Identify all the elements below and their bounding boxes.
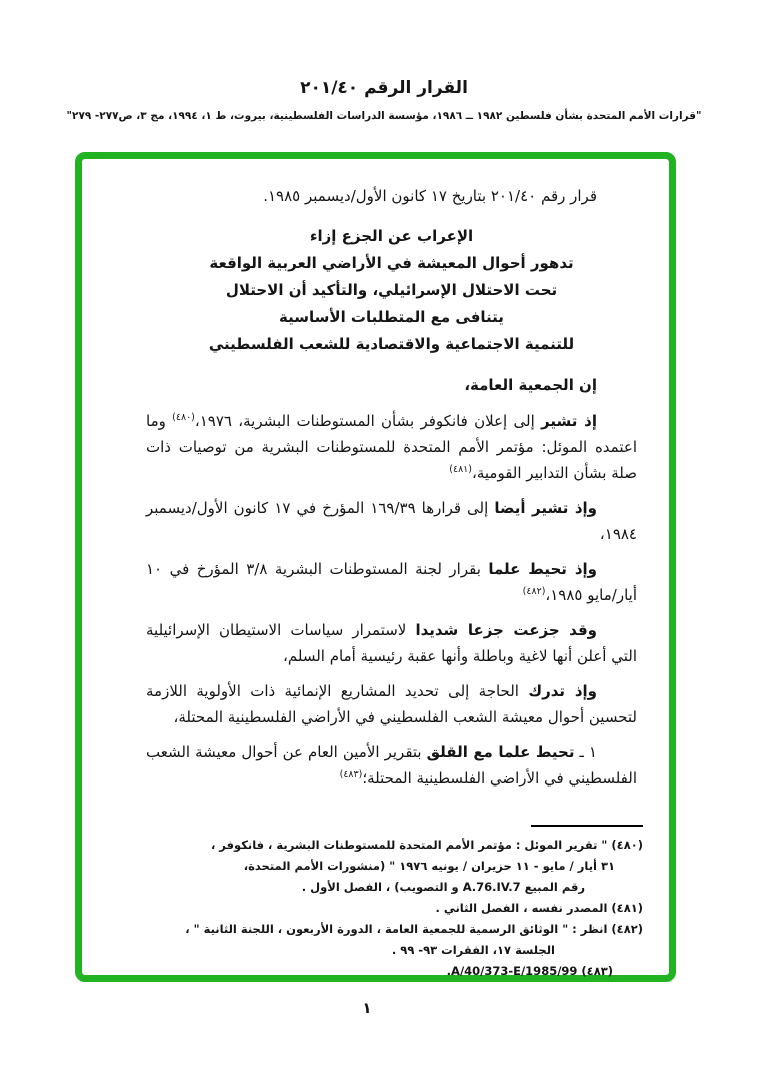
footnote-line: الجلسة ١٧، الفقرات ٩٣- ٩٩ . xyxy=(391,943,555,957)
paragraph-lead: وإذ تشير أيضا xyxy=(494,499,597,517)
heading-line: تحت الاحتلال الإسرائيلي، والتأكيد أن الاحتلال xyxy=(225,281,558,299)
paragraph-text: بقرار لجنة المستوطنات البشرية ٣/٨ المؤرخ في ١٠ أيار/مايو ١٩٨٥، xyxy=(146,560,637,604)
page-number: ١ xyxy=(362,999,372,1017)
paragraph-lead: إذ تشير xyxy=(541,412,597,430)
footnote-separator-rule xyxy=(531,825,643,827)
resolution-paragraph xyxy=(146,495,637,547)
footnote-ref: (٤٨٢) xyxy=(522,586,546,597)
heading-line: تدهور أحوال المعيشة في الأراضي العربية الواقعة xyxy=(209,254,574,272)
paragraph-lead: تحيط علما مع القلق xyxy=(426,743,575,761)
paragraph-text: الحاجة إلى تحديد المشاريع الإنمائية ذات الأولوية اللازمة لتحسين أحوال معيشة الشعب الفلسطيني في الأراضي الفلسطينية المحتلة، xyxy=(146,682,637,726)
paragraph-text: إلى إعلان فانكوفر بشأن المستوطنات البشرية، ١٩٧٦، xyxy=(194,412,542,430)
paragraph-text: إلى قرارها ١٦٩/٣٩ المؤرخ في ١٧ كانون الأول/ديسمبر ١٩٨٤، xyxy=(146,499,637,543)
resolution-paragraph xyxy=(146,556,637,608)
footnote-line: (٤٨١) المصدر نفسه ، الفصل الثاني . xyxy=(435,901,643,915)
resolution-intro-line: قرار رقم ٢٠١/٤٠ بتاريخ ١٧ كانون الأول/ديسمبر ١٩٨٥. xyxy=(263,187,597,205)
paragraph-lead: وإذ تدرك xyxy=(528,682,598,700)
paragraph-lead: وإذ تحيط علما xyxy=(488,560,597,578)
resolution-paragraph xyxy=(146,408,637,486)
footnote-ref: (٤٨٣) xyxy=(339,769,363,780)
salutation-line: إن الجمعية العامة، xyxy=(464,376,597,394)
heading-line: يتنافى مع المتطلبات الأساسية xyxy=(279,308,504,326)
page-title: القرار الرقم ٢٠١/٤٠ xyxy=(300,78,468,98)
resolution-content xyxy=(82,159,669,978)
resolution-paragraphs xyxy=(146,408,637,791)
paragraph-lead: وقد جزعت جزعا شديدا xyxy=(415,621,597,639)
resolution-paragraph xyxy=(146,739,637,791)
resolution-paragraph xyxy=(146,617,637,669)
resolution-green-frame xyxy=(75,152,676,982)
resolution-paragraph xyxy=(146,678,637,730)
paragraph-text: ١ ـ xyxy=(574,743,597,761)
footnote-line: رقم المبيع A.76.IV.7 و التصويب) ، الفصل الأول . xyxy=(301,880,585,894)
footnotes-block xyxy=(140,835,643,982)
footnote-ref: (٤٨٠) xyxy=(172,412,195,423)
paragraph-text: وما اعتمده الموئل: مؤتمر الأمم المتحدة للمستوطنات البشرية من توصيات ذات صلة بشأن التدابير القومية، xyxy=(146,412,637,482)
footnote-line: (٤٨٠) " تقرير الموئل : مؤتمر الأمم المتحدة للمستوطنات البشرية ، فانكوفر ، xyxy=(210,838,643,852)
source-citation: "قرارات الأمم المتحدة بشأن فلسطين ١٩٨٢ ــ ١٩٨٦، مؤسسة الدراسات الفلسطينية، بيروت، ط ١، ١٩٩٤، مج ٣، ص٢٧٧- ٢٧٩" xyxy=(66,110,702,122)
heading-line: الإعراب عن الجزع إزاء xyxy=(309,227,474,245)
footnote-line: ٣١ أيار / مايو - ١١ حزيران / يونيه ١٩٧٦ " (منشورات الأمم المتحدة، xyxy=(243,859,615,873)
footnote-ref: (٤٨١) xyxy=(449,464,472,475)
resolution-heading xyxy=(146,223,637,358)
footnote-line: (٤٨٣) A/40/373-E/1985/99. xyxy=(446,964,613,978)
paragraph-text: لاستمرار سياسات الاستيطان الإسرائيلية التي أعلن أنها لاغية وباطلة وأنها عقبة رئيسية أمام السلم، xyxy=(146,621,637,665)
footnote-line: (٤٨٢) انظر : " الوثائق الرسمية للجمعية العامة ، الدورة الأربعون ، اللجنة الثانية " ، xyxy=(185,922,643,936)
heading-line: للتنمية الاجتماعية والاقتصادية للشعب الفلسطيني xyxy=(208,335,575,353)
paragraph-text: بتقرير الأمين العام عن أحوال معيشة الشعب الفلسطيني في الأراضي الفلسطينية المحتلة؛ xyxy=(146,743,637,787)
